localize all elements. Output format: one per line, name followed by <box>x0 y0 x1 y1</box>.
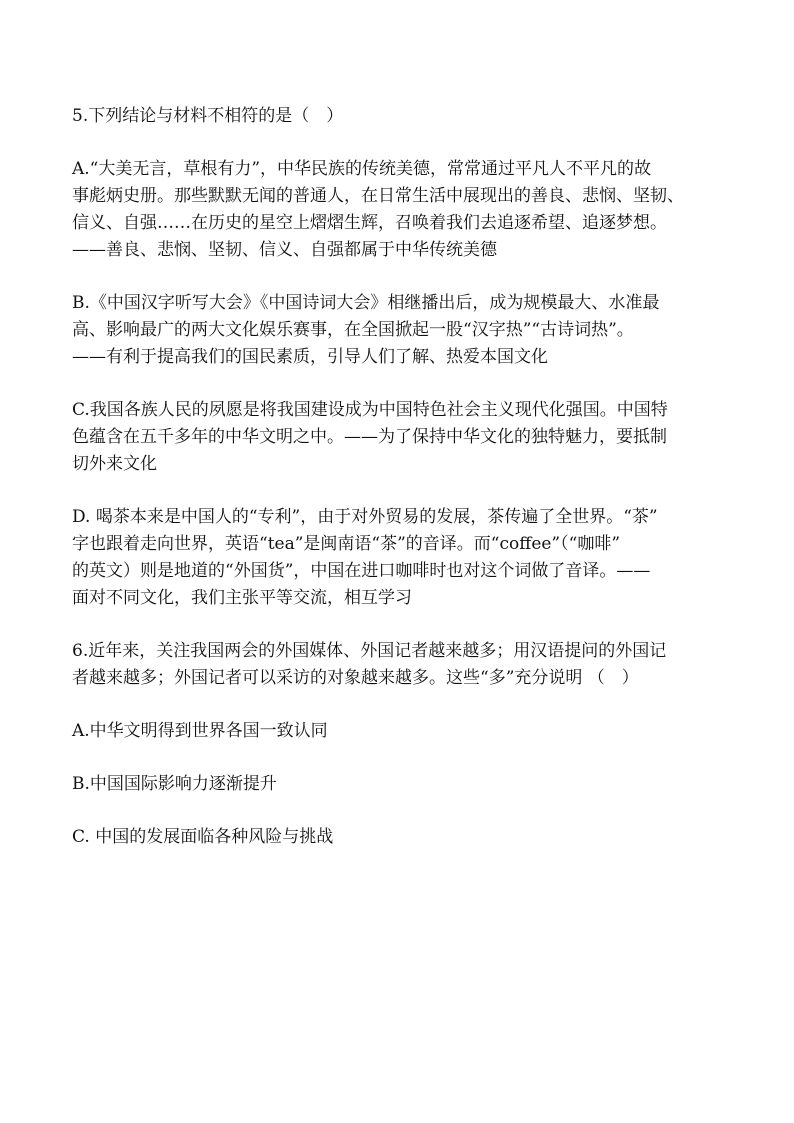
question-5-option-d <box>72 504 742 612</box>
option-b-line-2: 高、影响最广的两大文化娱乐赛事，在全国掀起一股“汉字热”“古诗词热”。 <box>72 320 634 340</box>
option-a-line-4: ——善良、悲悯、坚韧、信义、自强都属于中华传统美德 <box>72 240 497 260</box>
question-5-option-a <box>72 156 742 264</box>
question-5-stem-text: 5.下列结论与材料不相符的是（ ） <box>72 106 344 126</box>
question-6-option-a <box>72 718 742 745</box>
option-c-line-2: 色蕴含在五千多年的中华文明之中。——为了保持中华文化的独特魅力，要抵制 <box>72 427 667 447</box>
question-6-stem-line-2: 者越来越多；外国记者可以采访的对象越来越多。这些“多”充分说明 （ ） <box>72 668 639 688</box>
option-d-line-4: 面对不同文化，我们主张平等交流，相互学习 <box>72 588 412 608</box>
option-a-line-1: A.“大美无言，草根有力”，中华民族的传统美德，常常通过平凡人不平凡的故 <box>72 159 652 179</box>
question-6-stem <box>72 638 742 692</box>
option-d-line-3: 的英文）则是地道的“外国货”，中国在进口咖啡时也对这个词做了音译。—— <box>72 561 651 581</box>
option-d-line-1: D. 喝茶本来是中国人的“专利”，由于对外贸易的发展，茶传遍了全世界。“茶” <box>72 507 658 527</box>
question-5-option-c <box>72 397 742 478</box>
question-6-option-b <box>72 771 742 798</box>
question-6-stem-line-1: 6.近年来，关注我国两会的外国媒体、外国记者越来越多；用汉语提问的外国记 <box>72 641 667 661</box>
option-a-line-3: 信义、自强……在历史的星空上熠熠生辉，召唤着我们去追逐希望、追逐梦想。 <box>72 213 667 233</box>
option-b-line-1: B.《中国汉字听写大会》《中国诗词大会》相继播出后，成为规模最大、水准最 <box>72 293 660 313</box>
option-d-line-2: 字也跟着走向世界，英语“tea”是闽南语“茶”的音译。而“coffee”（“咖啡” <box>72 534 621 554</box>
option-c-line-1: C.我国各族人民的夙愿是将我国建设成为中国特色社会主义现代化强国。中国特 <box>72 400 668 420</box>
question-5-stem <box>72 103 742 130</box>
q6-option-b-text: B.中国国际影响力逐渐提升 <box>72 774 277 794</box>
question-5-option-b <box>72 290 742 371</box>
option-a-line-2: 事彪炳史册。那些默默无闻的普通人，在日常生活中展现出的善良、悲悯、坚韧、 <box>72 186 684 206</box>
q6-option-c-text: C. 中国的发展面临各种风险与挑战 <box>72 827 334 847</box>
q6-option-a-text: A.中华文明得到世界各国一致认同 <box>72 721 328 741</box>
question-6-option-c <box>72 824 742 851</box>
option-c-line-3: 切外来文化 <box>72 454 157 474</box>
document-page <box>72 103 742 851</box>
option-b-line-3: ——有利于提高我们的国民素质，引导人们了解、热爱本国文化 <box>72 347 548 367</box>
